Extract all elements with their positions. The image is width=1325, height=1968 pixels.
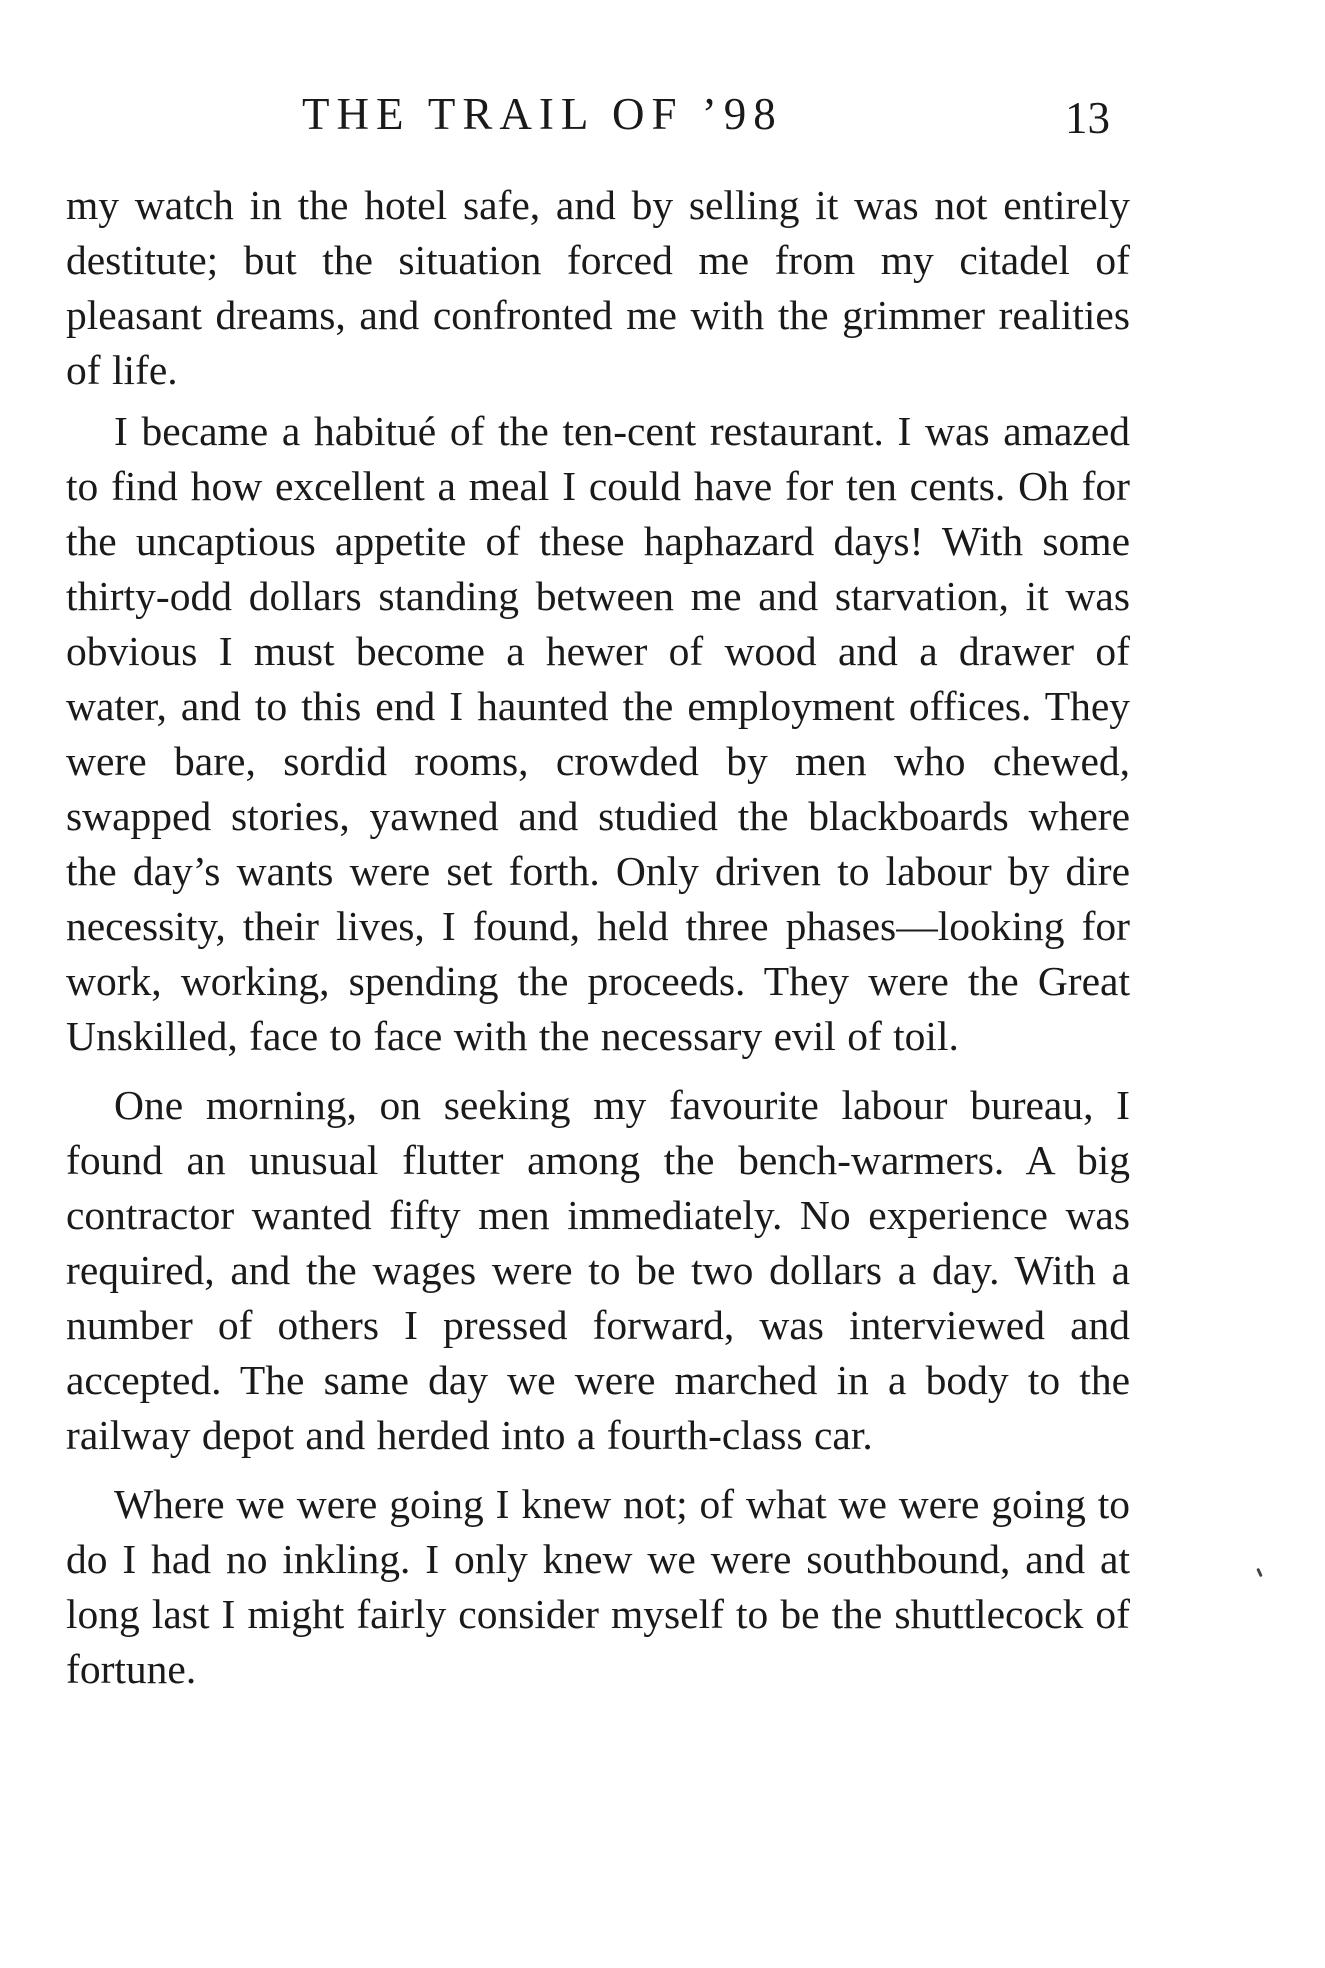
running-head — [0, 88, 1325, 148]
paragraph-2: I became a habitué of the ten-cent restaurant. I was amazed to find how excellent a meal I could have for ten cents. Oh for the uncaptious appetite of these haphazard days! With some thirty-odd dollars standing between me and starvation, it was obvious I must become a hewer of wood and a drawer of water, and to this end I haunted the employment offices. They were bare, sordid rooms, crowded by men who chewed, swapped stories, yawned and studied the blackboards where the day’s wants were set forth. Only driven to labour by dire necessity, their lives, I found, held three phases—looking for work, working, spending the proceeds. They were the Great Unskilled, face to face with the necessary evil of toil. — [66, 408, 1130, 1059]
running-title: THE TRAIL OF ’98 — [302, 89, 783, 139]
body-text — [66, 178, 1130, 1697]
paragraph-3: One morning, on seeking my favourite labour bureau, I found an unusual flutter among the bench-warmers. A big contractor wanted fifty men immediately. No experience was required, and the wages were to be two dollars a day. With a number of others I pressed forward, was interviewed and accepted. The same day we were marched in a body to the railway depot and herded into a fourth-class car. — [66, 1082, 1130, 1458]
page-number: 13 — [1065, 93, 1110, 143]
paragraph-1: my watch in the hotel safe, and by selling it was not entirely destitute; but the situation forced me from my citadel of pleasant dreams, and confronted me with the grimmer realities of life. — [66, 182, 1130, 393]
ink-speck — [1256, 1568, 1263, 1577]
paragraph-4: Where we were going I knew not; of what we were going to do I had no inkling. I only knew we were southbound, and at long last I might fairly consider myself to be the shuttlecock of fortune. — [66, 1481, 1130, 1692]
